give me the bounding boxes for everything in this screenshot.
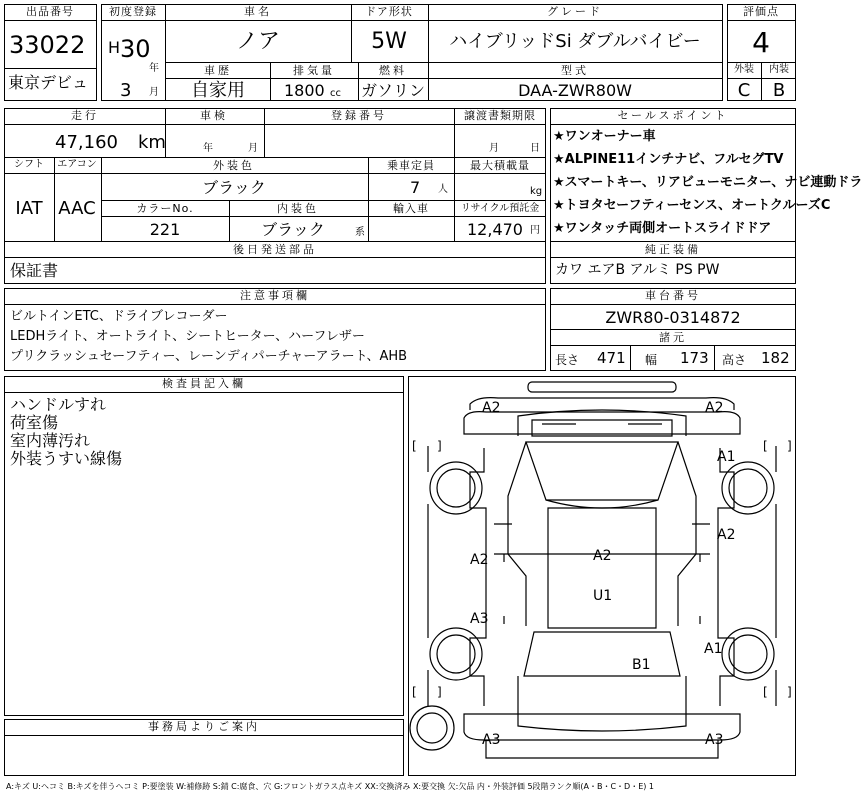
divider: [4, 304, 546, 305]
divider: [454, 108, 455, 241]
damage-mark: A1: [717, 449, 736, 465]
length-value: 471: [597, 349, 626, 367]
divider: [368, 200, 369, 241]
deadline-month-unit: 月: [489, 143, 499, 154]
int-color-value: ブラック: [261, 220, 325, 239]
model-code-value: DAA-ZWR80W: [518, 81, 632, 100]
model-code-header: 型式: [561, 64, 589, 77]
height-value: 182: [761, 349, 790, 367]
inspector-note: 荷室傷: [10, 413, 59, 432]
score-header: 評価点: [743, 5, 779, 18]
capacity-unit: 人: [438, 184, 448, 195]
divider: [550, 329, 796, 330]
sales-point: ★ワンオーナー車: [553, 129, 656, 144]
damage-mark: A1: [704, 641, 723, 657]
divider: [101, 20, 723, 21]
sales-point: ★スマートキー、リアビューモニター、ナビ連動ドラ: [553, 175, 862, 190]
grade-value: ハイブリッドSi ダブルバイビー: [449, 31, 701, 52]
legend-text: A:キズ U:ヘコミ B:キズを伴うヘコミ P:要塗装 W:補修跡 S:錆 C:腐食、穴 G:フロントガラス点キズ XX:交換済み X:要交換 欠:欠品 内・外装評価 5段階ランク順(A・B・C・D・E) 1: [6, 782, 655, 791]
divider: [727, 20, 796, 21]
chassis-value: ZWR80-0314872: [605, 308, 741, 327]
later-parts-value: 保証書: [10, 261, 59, 280]
fuel-header: 燃料: [379, 64, 407, 77]
aircon-header: エアコン: [57, 159, 97, 170]
recycle-header: リサイクル預託金: [460, 203, 540, 214]
divider: [165, 4, 166, 101]
divider: [351, 4, 352, 62]
car-name-header: 車名: [244, 5, 272, 18]
width-label: 幅: [645, 353, 658, 367]
damage-mark: A2: [482, 400, 501, 416]
history-value: 自家用: [191, 80, 245, 101]
inspector-header: 検査員記入欄: [162, 377, 246, 390]
bracket-mark: [: [412, 685, 417, 699]
bracket-mark: [: [412, 439, 417, 453]
int-color-header: 内装色: [277, 202, 319, 215]
exterior-header: 外装: [734, 64, 754, 75]
capacity-value: 7: [410, 178, 421, 197]
damage-mark: A3: [705, 732, 724, 748]
bracket-mark: ]: [787, 439, 792, 453]
bracket-mark: [: [763, 439, 768, 453]
mileage-value: 47,160: [55, 132, 118, 153]
note-line: LEDHライト、オートライト、シートヒーター、ハーフレザー: [10, 329, 365, 344]
bracket-mark: ]: [437, 439, 442, 453]
color-no-header: カラーNo.: [136, 202, 194, 215]
divider: [229, 200, 230, 241]
fuel-value: ガソリン: [360, 81, 426, 100]
divider: [101, 157, 102, 241]
door-value: 5W: [371, 29, 407, 54]
genuine-header: 純正装備: [645, 243, 701, 256]
damage-mark: A3: [470, 611, 489, 627]
width-value: 173: [680, 349, 709, 367]
divider: [368, 157, 369, 200]
interior-value: B: [772, 80, 786, 101]
displacement-value: 1800: [284, 81, 325, 100]
later-parts-header: 後日発送部品: [233, 243, 317, 256]
sales-point: ★ワンタッチ両側オートスライドドア: [553, 221, 772, 236]
year-value: 30: [120, 35, 151, 63]
car-diagram: [408, 376, 796, 776]
divider: [4, 173, 546, 174]
capacity-header: 乗車定員: [387, 159, 435, 172]
divider: [428, 4, 429, 62]
chassis-header: 車台番号: [645, 289, 701, 302]
sales-point: ★トヨタセーフティーセンス、オートクルーズC: [553, 198, 831, 213]
notes-header: 注意事項欄: [240, 289, 310, 302]
venue-value: 東京デビュ: [8, 73, 89, 92]
divider: [4, 735, 404, 736]
inspector-box: [4, 376, 404, 716]
divider: [4, 20, 97, 21]
divider: [550, 124, 796, 125]
max-load-header: 最大積載量: [470, 159, 530, 172]
grade-header: グレード: [547, 5, 603, 18]
note-line: プリクラッシュセーフティー、レーンディパーチャーアラート、AHB: [10, 349, 408, 364]
mileage-header: 走行: [71, 109, 99, 122]
bracket-mark: ]: [787, 685, 792, 699]
divider: [4, 241, 546, 242]
color-no-value: 221: [149, 220, 181, 239]
month-value: 3: [120, 80, 132, 101]
sales-points-list: [553, 128, 862, 240]
divider: [714, 345, 715, 371]
displacement-unit: cc: [330, 88, 341, 99]
height-label: 高さ: [722, 353, 747, 367]
divider: [54, 157, 55, 241]
door-header: ドア形状: [365, 5, 413, 18]
insp-year-unit: 年: [203, 143, 213, 154]
shift-header: シフト: [14, 159, 44, 170]
inspector-note: 外装うすい線傷: [10, 449, 123, 468]
deadline-header: 譲渡書類期限: [464, 109, 536, 122]
inspector-note: ハンドルすれ: [10, 395, 107, 414]
divider: [264, 108, 265, 157]
aircon-value: AAC: [58, 198, 96, 219]
divider: [4, 124, 546, 125]
car-name-value: ノア: [235, 29, 281, 54]
int-color-unit: 系: [355, 227, 365, 238]
mileage-unit: km: [138, 132, 166, 153]
history-header: 車歴: [204, 64, 232, 77]
damage-mark: A2: [593, 548, 612, 564]
sales-point: ★ALPINE11インチナビ、フルセグTV: [553, 152, 784, 167]
divider: [550, 257, 796, 258]
import-header: 輸入車: [393, 202, 429, 215]
specs-header: 諸元: [659, 331, 687, 344]
divider: [4, 392, 404, 393]
office-header: 事務局よりご案内: [148, 720, 260, 733]
length-label: 長さ: [555, 353, 580, 367]
bracket-mark: [: [763, 685, 768, 699]
note-line: ビルトインETC、ドライブレコーダー: [10, 309, 228, 324]
divider: [358, 62, 359, 101]
year-unit: 年: [149, 63, 159, 74]
ext-color-value: ブラック: [202, 178, 266, 197]
lot-no-value: 33022: [9, 31, 86, 59]
insp-month-unit: 月: [248, 143, 258, 154]
divider: [761, 62, 762, 101]
divider: [550, 304, 796, 305]
divider: [101, 216, 546, 217]
reg-no-header: 登録番号: [331, 109, 387, 122]
shift-value: IAT: [15, 198, 43, 219]
damage-mark: A2: [470, 552, 489, 568]
divider: [165, 78, 723, 79]
damage-mark: U1: [593, 588, 613, 604]
genuine-value: カワ エアB アルミ PS PW: [555, 262, 720, 278]
divider: [101, 200, 546, 201]
score-value: 4: [752, 26, 770, 59]
divider: [270, 62, 271, 101]
deadline-day-unit: 日: [530, 143, 540, 154]
divider: [630, 345, 631, 371]
exterior-value: C: [737, 80, 751, 101]
divider: [550, 241, 796, 242]
month-unit: 月: [149, 87, 159, 98]
lot-no-header: 出品番号: [26, 5, 74, 18]
damage-mark: A2: [717, 527, 736, 543]
first-reg-header: 初度登録: [109, 5, 157, 18]
displacement-header: 排気量: [293, 64, 335, 77]
recycle-value: 12,470: [467, 220, 523, 239]
divider: [428, 62, 429, 101]
inspection-header: 車検: [200, 109, 228, 122]
sales-points-header: セールスポイント: [617, 109, 729, 122]
divider: [4, 257, 546, 258]
load-unit: kg: [530, 186, 543, 197]
recycle-unit: 円: [530, 225, 540, 236]
divider: [550, 345, 796, 346]
bracket-mark: ]: [437, 685, 442, 699]
divider: [4, 68, 97, 69]
damage-mark: B1: [632, 657, 651, 673]
inspector-note: 室内薄汚れ: [10, 431, 91, 450]
damage-mark: A3: [482, 732, 501, 748]
ext-color-header: 外装色: [213, 159, 255, 172]
divider: [165, 62, 723, 63]
divider: [4, 157, 546, 158]
era-value: H: [108, 38, 121, 57]
damage-mark: A2: [705, 400, 724, 416]
interior-header: 内装: [769, 64, 789, 75]
